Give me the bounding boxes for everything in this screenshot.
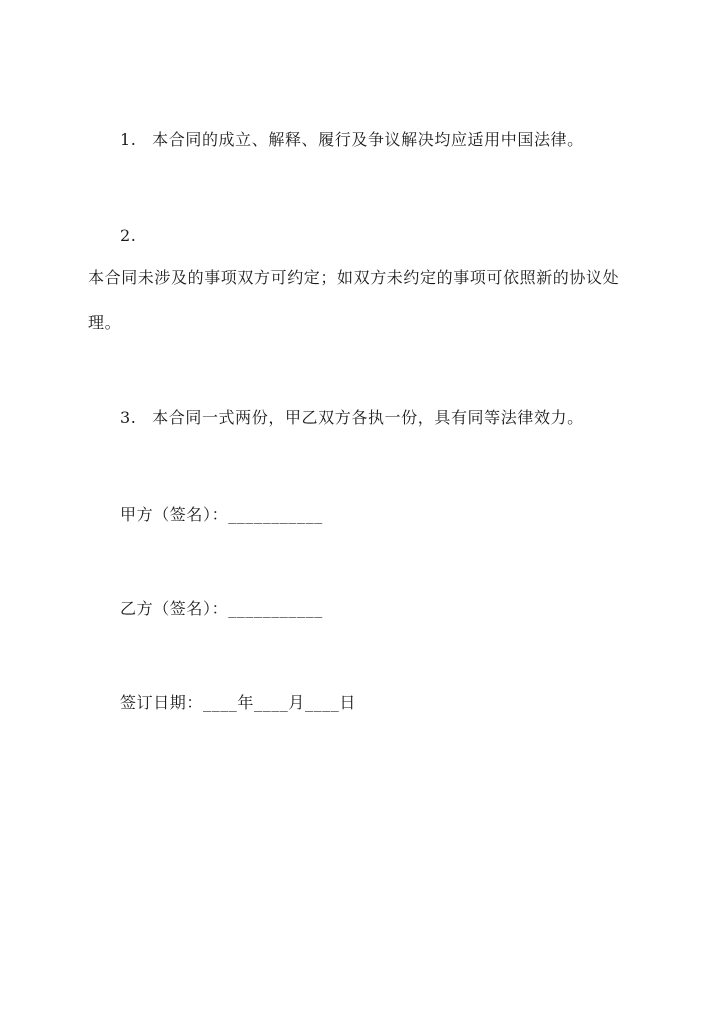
clause-2-text-line-1: 本合同未涉及的事项双方可约定；如双方未约定的事项可依照新的协议处 [88,268,620,287]
signing-date-line: 签订日期：____年____月____日 [120,693,357,712]
clause-1 [120,130,584,150]
clause-text: 本合同一式两份，甲乙双方各执一份，具有同等法律效力。 [152,408,584,427]
clause-number: 1. [120,130,137,149]
clause-2-number: 2. [120,226,137,245]
clause-text: 本合同的成立、解释、履行及争议解决均应适用中国法律。 [152,130,584,149]
party-b-signature-line: 乙方（签名）：___________ [120,599,323,618]
clause-3 [120,408,584,428]
clause-2-text-line-2: 理。 [88,313,122,332]
clause-number: 3. [120,408,137,427]
party-a-signature-line: 甲方（签名）：___________ [120,505,323,524]
